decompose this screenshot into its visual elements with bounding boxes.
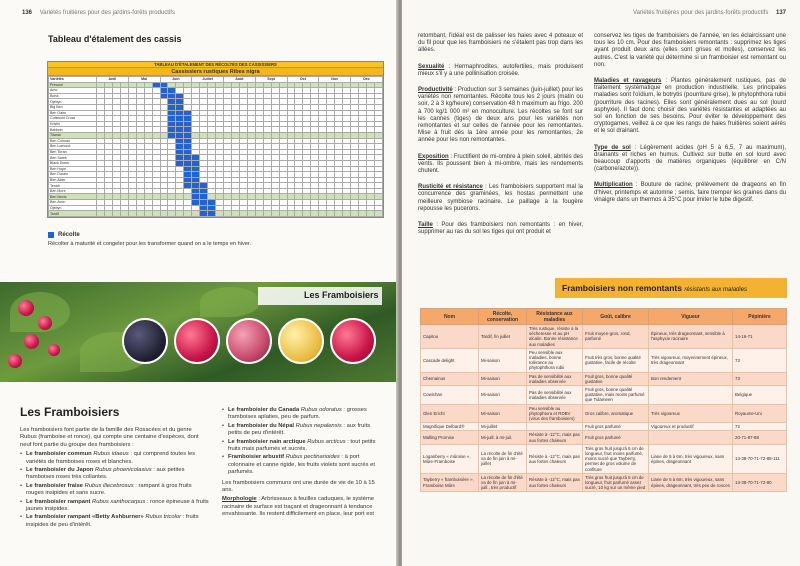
- exposition-text: : Fructifient de mi-ombre à plein soleil, abrités des vents. Ils poussent bien à mi-ombre, mais les rendements chutent.: [418, 153, 583, 175]
- week-cell: [97, 211, 105, 217]
- table-cell: Résiste à -12°C, mais pas aux fortes chaleurs: [527, 444, 583, 473]
- column-header: Nom: [421, 309, 479, 325]
- rusticite-paragraph: [418, 184, 583, 213]
- variety-name: Précoce: [49, 82, 97, 88]
- harvest-table-title: TABLEAU D'ÉTALEMENT DES RÉCOLTES DES CASSISSIERS: [48, 62, 383, 68]
- table-cell: Fruit très gros, bonne qualité gustative, facile de récolte: [583, 348, 649, 372]
- species-latin: Rubus phoenicolasius: [94, 467, 152, 474]
- variety-name: Ben Dorain: [49, 172, 97, 178]
- column-header: Résistance aux maladies: [527, 309, 583, 325]
- month-header: Déc: [351, 77, 383, 83]
- table-cell: Cascade delight: [421, 348, 479, 372]
- productivite-text: : Production sur 3 semaines (juin-juillet) pour les variétés non remontantes. Récolte tous les 2 jours (matin ou soir, 2 à 3 kg/heure) conservation 48 h maximum au frigo. 200 à 700 kg/1 000 m² en monoculture. Les récoltes se font sur les cannes (tiges) de deux ans pour les variétés non remontantes et sur celles de l'année pour les remontantes. Mise à fruit dès la 1ère année pour les remontantes, 2e année pour les non remontantes.: [418, 87, 583, 144]
- taille-continued-paragraph: conservez les tiges de framboisiers de l'année, en les éclaircissant une tous les 10 cm. Pour des framboisiers remontants : supprimez les tiges ayant produit deux ans (elles sont grises et molles), conservez les autres. C'est la variété qui détermine si un framboisier est remontant ou non.: [594, 33, 786, 68]
- table-cell: La récolte de fin d'été va de fin juin à mi-juill., très productif: [479, 473, 527, 492]
- week-cell: [200, 211, 208, 217]
- productivite-paragraph: [418, 87, 583, 145]
- week-cell: [335, 211, 343, 217]
- table-row: [421, 444, 787, 473]
- type-sol-paragraph: [594, 145, 786, 174]
- right-running-head: [633, 10, 786, 16]
- species-name: Framboisier arbustif: [228, 454, 286, 461]
- table-cell: Cowichan: [421, 386, 479, 405]
- table-cell: Mi-saison: [479, 386, 527, 405]
- red-raspberry-photo-2: [330, 318, 376, 364]
- table-cell: [649, 386, 733, 405]
- table-cell: Peu sensible aux maladies, bonne tolérance au phytophthora rubii: [527, 348, 583, 372]
- table-cell: Très vigoureux: [649, 404, 733, 423]
- maladies-label: Maladies et ravageurs: [594, 78, 662, 85]
- species-name: Le framboisier fraise: [26, 482, 85, 489]
- species-item: [20, 514, 210, 529]
- legend-label: Récolte: [58, 232, 80, 238]
- species-description: : ronce épineuse à fruits jaunes insipides.: [26, 498, 209, 513]
- raspberry-image: [38, 316, 52, 330]
- palissage-paragraph: retombant, l'idéal est de palisser les haies avec 4 poteaux et du fil pour que les framboisiers ne s'étalent pas trop dans les allées.: [418, 33, 583, 54]
- species-list-1: [20, 451, 210, 529]
- table-cell: 73: [733, 372, 787, 385]
- week-cell: [374, 211, 382, 217]
- species-description: : rampant à gros fruits rouges insipides et sans sucre.: [26, 482, 192, 497]
- species-list-2: [222, 407, 382, 477]
- type-sol-label: Type de sol: [594, 144, 631, 151]
- variety-name: Ojebyn: [49, 99, 97, 105]
- species-latin: Rubus tricolor: [145, 514, 182, 521]
- table-cell: 20-71-87-88: [733, 431, 787, 444]
- exposition-label: Exposition: [418, 153, 449, 160]
- week-cell: [319, 211, 327, 217]
- left-running-head: [22, 10, 175, 16]
- table-cell: 13-38-70-71-72-88-111: [733, 444, 787, 473]
- morphology-label: Morphologie: [222, 496, 257, 503]
- variety-name: Black Down: [49, 160, 97, 166]
- week-cell: [168, 211, 176, 217]
- table-cell: [649, 431, 733, 444]
- species-item: [20, 467, 210, 482]
- species-item: [222, 423, 382, 438]
- left-running-head-text: Variétés fruitières pour des jardins-forêts productifs: [39, 10, 175, 16]
- table-cell: Très rustique, résiste à la sécheresse et au pH alcalin. Bonne résistance aux maladies: [527, 325, 583, 349]
- section-title: Tableau d'étalement des cassis: [48, 34, 182, 44]
- raspberry-image: [48, 344, 60, 356]
- week-cell: [144, 211, 152, 217]
- raspberry-photo-band: [0, 282, 398, 382]
- week-cell: [128, 211, 136, 217]
- right-page-number: 137: [775, 10, 786, 16]
- legend-description: Récolter à maturité et congeler pour les transformer quand on a le temps en hiver.: [48, 241, 252, 247]
- week-cell: [192, 211, 200, 217]
- week-cell: [160, 211, 168, 217]
- table-cell: Résiste à -12°C, mais pas aux fortes chaleurs: [527, 431, 583, 444]
- variety-name: Ben Hope: [49, 166, 97, 172]
- week-cell: [112, 211, 120, 217]
- species-name: Le framboisier du Canada: [228, 407, 301, 413]
- species-name: Le framboisier du Japon: [26, 467, 95, 474]
- table-subtitle-text: résistants aux maladies: [684, 287, 748, 293]
- harvest-table: [47, 61, 384, 218]
- multiplication-label: Multiplication: [594, 182, 633, 189]
- variety-name: Tardif: [49, 211, 97, 217]
- week-cell: [279, 211, 287, 217]
- table-cell: Magnifique Delbard®: [421, 423, 479, 431]
- morphology-text: : Arbrisseaux à feuilles caduques, le système racinaire de surface est traçant et drageonnant à tendance envahissante. Ils restent difficilement en place, leur port est: [222, 496, 375, 518]
- table-row: [421, 386, 787, 405]
- taille-paragraph: [418, 222, 583, 236]
- table-cell: Mi-saison: [479, 404, 527, 423]
- table-cell: Fruit gros parfumé: [583, 423, 649, 431]
- species-latin: Rubus idaeus: [93, 451, 129, 458]
- raspberry-image: [8, 354, 22, 368]
- table-cell: Liane de 5 à 6m, très vigoureux, sans épines, drageonnant, très peu de ronces: [649, 473, 733, 492]
- variety-name: Ben Gairn: [49, 110, 97, 116]
- species-description: : à port colonnaire et canne rigide, les fruits violets sont sucrés et parfumés.: [228, 454, 375, 476]
- month-header: Avril: [97, 77, 129, 83]
- table-cell: Fruit moyen-gros, rond, parfumé: [583, 325, 649, 349]
- table-cell: Belgique: [733, 386, 787, 405]
- week-cell: [231, 211, 239, 217]
- table-cell: 73: [733, 348, 787, 372]
- month-header: Juillet: [192, 77, 224, 83]
- variety-name: Ben Avon: [49, 200, 97, 206]
- legend-swatch: [48, 232, 54, 238]
- month-header: Mai: [128, 77, 160, 83]
- type-sol-text: : Légèrement acides (pH 5 à 6,5, 7 au maximum), drainants et riches en humus. Cultivez sur butte en sol lourd avec beaucoup d'apports de matières organiques (équilibrer en C/N (carbone/azote)).: [594, 144, 786, 173]
- table-row: [421, 325, 787, 349]
- table-title-text: Framboisiers non remontants: [562, 283, 682, 293]
- species-latin: Rubus pectinarioides: [285, 454, 340, 461]
- rusticite-text: : Les framboisiers supportent mal la concurrence des graminées, les hostas permettent une meilleure symbiose racinaire. Le paillage à la fougère repousse les pucerons.: [418, 184, 583, 212]
- week-cell: [152, 211, 160, 217]
- month-header: Nov: [319, 77, 351, 83]
- maladies-paragraph: [594, 78, 786, 136]
- table-row: [421, 423, 787, 431]
- variety-name: Baldwin: [49, 127, 97, 133]
- column-header: Récolte, conservation: [479, 309, 527, 325]
- column-header: Vigueur: [649, 309, 733, 325]
- week-cell: [120, 211, 128, 217]
- raspberry-image: [24, 334, 39, 349]
- week-cell: [343, 211, 351, 217]
- week-cell: [176, 211, 184, 217]
- raspberry-image: [18, 300, 34, 316]
- species-item: [20, 499, 210, 514]
- table-cell: Très gros fruit jusqu'à 5 cm de longueur, fruit parfumé assez sucré, 10 kg sur un même pied: [583, 473, 649, 492]
- week-cell: [263, 211, 271, 217]
- yellow-raspberry-photo: [278, 318, 324, 364]
- table-cell: Épineux, très drageonnant, sensible à l'asphyxie racinaire: [649, 325, 733, 349]
- productivite-label: Productivité: [418, 87, 453, 94]
- non-remontant-table-title: [555, 278, 787, 298]
- harvest-grid: [48, 76, 383, 217]
- table-cell: Peu sensible au phytophtora et RDBV (virus des framboisiers): [527, 404, 583, 423]
- week-cell: [311, 211, 319, 217]
- species-latin: Rubus odoratus: [300, 407, 342, 413]
- week-cell: [136, 211, 144, 217]
- black-raspberry-photo: [122, 318, 168, 364]
- purple-raspberry-photo: [226, 318, 272, 364]
- variety-name: Amo: [49, 88, 97, 94]
- species-description: : grosses framboises aplaties, peu de parfum.: [228, 407, 367, 421]
- week-cell: [327, 211, 335, 217]
- week-cell: [303, 211, 311, 217]
- sexualite-paragraph: [418, 64, 583, 78]
- table-cell: Chemainus: [421, 372, 479, 385]
- legend: [48, 232, 80, 239]
- species-description: : qui comprend toutes les variétés de framboises roses et blanches.: [26, 451, 196, 465]
- week-cell: [104, 211, 112, 217]
- week-cell: [224, 211, 232, 217]
- left-column-2: [222, 407, 382, 521]
- month-header: Oct: [287, 77, 319, 83]
- column-header: Goût, calibre: [583, 309, 649, 325]
- left-page: [0, 0, 398, 566]
- varietes-header: Variétés: [49, 77, 97, 83]
- variety-name: Ben Nevis: [49, 194, 97, 200]
- table-row: [421, 348, 787, 372]
- table-cell: Fruit gros, bonne qualité gustative, mais moins parfumé que Tulameen: [583, 386, 649, 405]
- taille-label: Taille: [418, 222, 433, 229]
- species-item: [222, 407, 382, 422]
- left-column-1: [20, 427, 210, 530]
- morphology-paragraph: [222, 496, 382, 518]
- table-row: [421, 404, 787, 423]
- week-cell: [247, 211, 255, 217]
- species-name: Le framboisier du Népal: [228, 422, 296, 429]
- week-cell: [239, 211, 247, 217]
- species-description: : fruits insipides de peu d'intérêt.: [26, 514, 199, 528]
- species-latin: Rubus nepalensis: [295, 422, 342, 429]
- variety-name: Ojebyn: [49, 205, 97, 211]
- harvest-table-subtitle: Cassissiers rustiques Ribes nigra: [48, 68, 383, 76]
- right-column-2: [594, 33, 786, 204]
- species-item: [222, 454, 382, 476]
- table-row: [421, 431, 787, 444]
- table-cell: 72: [733, 423, 787, 431]
- week-cell: [287, 211, 295, 217]
- table-cell: Royaume-Uni: [733, 404, 787, 423]
- variety-name: Ben Lomond: [49, 144, 97, 150]
- table-cell: Mi-saison: [479, 372, 527, 385]
- week-cell: [216, 211, 224, 217]
- intro-paragraph: Les framboisiers font partie de la famille des Rosacées et du genre Rubus (framboise et ronce), qui compte une centaine d'espèces, dont neuf font partie du groupe des framboisiers :: [20, 427, 199, 448]
- species-name: Le framboisier rampant «Betty Ashburner»: [26, 514, 146, 521]
- multiplication-paragraph: [594, 182, 786, 204]
- variety-name: Kristin: [49, 121, 97, 127]
- table-cell: Mi-juillet: [479, 423, 527, 431]
- table-cell: Mi-juill. à mi-juil.: [479, 431, 527, 444]
- month-header: Juin: [160, 77, 192, 83]
- left-page-number: 136: [22, 10, 33, 16]
- table-cell: Capitou: [421, 325, 479, 349]
- species-item: [20, 451, 210, 466]
- table-cell: Mi-saison: [479, 348, 527, 372]
- table-cell: 13-38-70-71-72-90: [733, 473, 787, 492]
- table-cell: Vigoureux et productif: [649, 423, 733, 431]
- longevity-paragraph: Les framboisiers communs ont une durée de vie de 10 à 15 ans.: [222, 479, 375, 494]
- raspberry-varieties-table: [420, 308, 787, 492]
- variety-name: Bona: [49, 93, 97, 99]
- week-cell: [351, 211, 359, 217]
- right-running-head-text: Variétés fruitières pour des jardins-forêts productifs: [633, 10, 769, 16]
- week-cell: [366, 211, 374, 217]
- variety-row: [49, 211, 383, 217]
- table-cell: Malling Promise: [421, 431, 479, 444]
- table-cell: Résiste à -12°C, mais pas aux fortes chaleurs: [527, 473, 583, 492]
- species-item: [222, 439, 382, 454]
- species-description: : aux fruits petits de peu d'intérêt.: [228, 422, 371, 437]
- table-cell: Très vigoureux, moyennement épineux, très drageonnant: [649, 348, 733, 372]
- red-raspberry-photo: [174, 318, 220, 364]
- month-header: Août: [224, 77, 256, 83]
- species-name: Le framboisier commun: [26, 451, 94, 458]
- species-name: Le framboisier nain arctique: [228, 438, 308, 445]
- maladies-text: : Plantes généralement rustiques, pas de traitement systématique en production industrielle. Les principales maladies sont l'oïdium, le botrytis (pourriture grise), le phytophthora rubii (pourriture des racines). Elles sont généralement dues au sol (lourd asphyxie). Il faut donc choisir des variétés résistantes et adaptées au sol en fonction de ses besoins. Pour éviter le développement des cryptogames, veillez à ce que les rangs de haies fruitières soient aérés et le sol drainant.: [594, 78, 786, 135]
- raspberry-heading: Les Framboisiers: [20, 405, 120, 419]
- table-cell: Gros calibre, aromatique: [583, 404, 649, 423]
- variety-name: Tenah: [49, 183, 97, 189]
- week-cell: [255, 211, 263, 217]
- table-cell: Liane de 5 à 6m, très vigoureux, sans épines, drageonnant: [649, 444, 733, 473]
- variety-name: Ben More: [49, 188, 97, 194]
- week-cell: [295, 211, 303, 217]
- week-cell: [184, 211, 192, 217]
- table-row: [421, 473, 787, 492]
- rusticite-label: Rusticité et résistance: [418, 184, 483, 191]
- table-cell: Fruit gros, bonne qualité gustative: [583, 372, 649, 385]
- variety-name: Ben Alder: [49, 177, 97, 183]
- week-cell: [271, 211, 279, 217]
- table-cell: Loganberry « mûroise », Mûre-Framboise: [421, 444, 479, 473]
- table-cell: Tayberry « framboisière », Framboise Mûre: [421, 473, 479, 492]
- variety-name: Titania: [49, 132, 97, 138]
- table-cell: [527, 423, 583, 431]
- table-cell: Pas de sensibilité aux maladies observée: [527, 372, 583, 385]
- species-latin: Rubus xanthocarpus: [92, 498, 146, 505]
- table-cell: La récolte de fin d'été va de fin juin à mi-juillet: [479, 444, 527, 473]
- column-header: Pépinière: [733, 309, 787, 325]
- variety-name: Ben Tirran: [49, 149, 97, 155]
- variety-name: Ben Connan: [49, 138, 97, 144]
- table-cell: Fruit gros parfumé: [583, 431, 649, 444]
- month-header: Sept: [255, 77, 287, 83]
- table-cell: Tardif, fin juillet: [479, 325, 527, 349]
- table-cell: Glen Ericht: [421, 404, 479, 423]
- exposition-paragraph: [418, 154, 583, 176]
- table-cell: Pas de sensibilité aux maladies observée: [527, 386, 583, 405]
- leaf-shape: [200, 287, 260, 317]
- variety-name: Ben Sarek: [49, 155, 97, 161]
- photo-title-banner: [258, 287, 382, 305]
- table-cell: Très gros fruit jusqu'à 5 cm de longueur, fruit moins parfumé, moins sucré que Tayberry, permet de gros volume de confiture: [583, 444, 649, 473]
- variety-name: Cotswold Cross: [49, 116, 97, 122]
- table-cell: 14-16-71: [733, 325, 787, 349]
- species-item: [20, 483, 210, 498]
- sexualite-label: Sexualité: [418, 63, 445, 70]
- species-name: Le framboisier rampant: [26, 498, 93, 505]
- variety-name: Big Ben: [49, 104, 97, 110]
- species-latin: Rubus arcticus: [307, 438, 346, 445]
- right-column-1: [418, 33, 583, 236]
- species-description: : tout petits fruits mais parfumés et sucrés.: [228, 438, 376, 453]
- table-row: [421, 372, 787, 385]
- species-latin: Rubus illecebrosus: [84, 482, 134, 489]
- taille-text: : Pour des framboisiers non remontants : en hiver, supprimer au ras du sol les tiges qui ont produit et: [418, 222, 583, 236]
- photo-title: Les Framboisiers: [304, 290, 379, 300]
- species-description: : aux petites framboises roses très collantes.: [26, 467, 185, 481]
- multiplication-text: : Bouture de racine, prélèvement de drageons en fin d'hiver, printemps et automne ; semis, faire tremper les graines dans du vinaigre dans un thermos à 35°C pour imiter le tube digestif.: [594, 182, 786, 203]
- week-cell: [358, 211, 366, 217]
- table-cell: Bon rendement: [649, 372, 733, 385]
- sexualite-text: : Hermaphrodites, autofertiles, mais produisent mieux s'il y a une pollinisation croisée.: [418, 63, 583, 77]
- week-cell: [208, 211, 216, 217]
